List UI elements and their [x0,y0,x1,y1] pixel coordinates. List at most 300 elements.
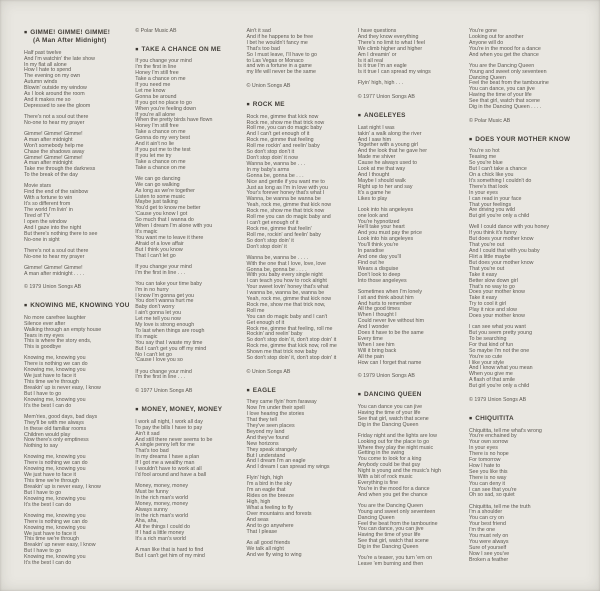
lyric-line: Rock me, gimme that feelin' [246,225,312,232]
song-title [247,101,356,108]
lyric-line: Mem'ries, good days, bad days [24,413,98,420]
lyric-line: Maybe I should walk [357,177,406,184]
lyric-line: You can dance, you can jive [469,86,535,93]
song-title-text: KNOWING ME, KNOWING YOU [30,302,130,310]
lyric-stanza [469,64,578,111]
lyric-line: This time we're through [24,379,79,386]
lyric-line: Over mountains and forests [246,510,312,517]
lyric-line: A man after midnight [24,160,73,167]
song-bullet-icon: ■ [135,406,139,413]
lyric-stanza [358,29,467,76]
lyric-line: Chiquitita, tell me the truth [469,503,531,510]
lyric-line: Money, money, money [135,500,189,507]
lyric-line: I'm a bird in the sky [246,481,292,488]
lyric-line: Dig in the Dancing Queen [357,421,419,428]
lyric-line: Honey I'm still free [135,123,179,130]
lyric-line: It's the best I can do [24,501,72,508]
lyric-line: Yeah, rock me, gimme that kick now [246,202,332,209]
lyric-line: I bet he wouldn't fancy me [246,39,308,46]
lyric-line: How can I forget that name [357,359,422,366]
lyric-line: On a chick like you [469,172,514,178]
lyric-line: But girl you're only a child [469,383,530,390]
lyric-line: If you change your mind [135,58,192,65]
lyric-line: Together with a young girl [357,142,419,149]
lyric-line: And I could that with you baby [469,248,540,255]
lyric-line: So don't stop doin' it, don't stop doin' it [246,355,337,362]
copyright-note: © 1977 Union Songs AB [135,388,193,395]
lyric-line: We can go walking [135,181,180,188]
lyric-line: It's the best I can do [24,560,72,567]
lyric-line: You're a teaser, you turn 'em on [357,555,433,562]
lyric-line: If you let me try [135,152,172,159]
lyric-line: I'm the first in line . . . [135,374,186,381]
lyric-line: 'Cause I love you so [135,357,183,364]
song-title-text: CHIQUITITA [475,415,514,422]
song-title [358,391,467,398]
lyric-line: If you think it's funny [469,230,517,237]
lyric-line: To pay the bills I have to pay [135,424,203,431]
song-bullet-icon: ■ [469,136,473,143]
lyric-line: You can cry on [469,515,504,522]
lyric-line: Movie stars [24,183,52,190]
lyric-line: Rock me, show me that trick now [246,119,325,126]
lyric-line: And to go anywhere [246,522,294,529]
lyric-line: I'm in no hurry [135,286,169,293]
lyric-line: That I please [246,528,278,535]
lyric-line: You can deny it [469,480,506,487]
lyric-line: I love hearing the stories [246,411,305,418]
lyric-stanza [24,51,133,110]
lyric-line: There is nothing we can do [24,361,88,368]
lyric-line: I like your style [469,359,505,366]
lyric-line: I can read in your face [469,195,522,202]
lyric-line: You can take your time baby [135,280,202,287]
lyric-line: A man like that is hard to find [135,547,204,554]
song-title [24,302,133,309]
lyric-line: Well I could dance with you honey [469,224,549,231]
lyric-line: Now there's only emptiness [24,437,89,444]
lyric-line: In these old familiar rooms [24,425,87,432]
lyric-line: This time we're through [24,478,79,485]
lyric-line: Baby don't worry [135,304,175,311]
lyric-line: The evening on my own [24,73,81,80]
lyric-stanza [469,325,578,390]
song-title [247,387,356,394]
lyric-line: No-one to hear my prayer [24,253,85,260]
lyric-line: I'm the first in line [135,64,177,71]
lyric-line: In my baby's arms [246,166,290,173]
lyric-stanza [247,476,356,535]
lyric-line: You were always [469,539,509,545]
lyric-line: Young and sweet only seventeen [357,508,436,515]
lyric-line: Let me tell you now [135,316,181,323]
lyric-stanza [24,316,133,351]
lyric-line: Gonna be, gonna be . . . [246,172,304,179]
lyric-line: If you need me [135,82,171,89]
lyrics-column-3 [247,29,356,591]
lyric-line: And if he happens to be free [246,33,314,40]
lyric-line: Depressed to see the gloom [24,102,91,109]
lyric-line: I'd fool around and have a ball [135,471,207,478]
lyric-line: I can't get enough of it [246,219,299,226]
lyric-line: You're so hot [469,148,500,155]
lyric-stanza [135,548,244,560]
lyric-line: And I dream I can spread my wings [246,464,330,471]
lyric-stanza [135,420,244,479]
lyric-line: And they know everything [357,33,419,40]
lyric-line: See you like this [469,468,508,475]
lyric-line: So don't stop doin' it, don't stop doin' it [246,337,337,344]
lyric-line: You are the Dancing Queen [469,62,535,69]
lyric-line: I open the window [24,218,67,225]
song-title [135,406,244,413]
lyric-line: You can dance you can jive [357,403,423,410]
lyric-line: See that girl, watch that scene [357,415,429,422]
lyric-line: Broken a feather [469,556,509,563]
lyric-line: Into those angeleyes [357,277,407,284]
song-bullet-icon: ■ [135,46,139,53]
lyric-line: There is no hope [469,451,509,458]
lyric-line: Walking through an empty house [24,326,102,333]
lyric-line: takin' a walk along the river [357,130,422,137]
lyric-line: The world I'm livin' in [24,207,73,213]
lyric-line: You can do magic baby and I can't [246,313,328,320]
lyric-line: Teasing me [469,154,497,161]
lyric-line: Knowing me, knowing you [24,524,86,531]
lyric-line: With you baby every single night [246,272,323,279]
lyric-stanza [247,400,356,471]
lyric-stanza [24,415,133,450]
lyric-line: Feel the beat from the tambourine [357,520,438,527]
lyric-line: My love is strong enough [135,322,195,329]
lyric-line: Your own sorrow [469,439,509,446]
lyric-stanza [358,208,467,285]
song-title [469,415,578,422]
copyright-note: © Polar Music AB [469,117,511,124]
lyric-line: They came flyin' from faraway [246,399,317,406]
lyric-line: And one day you'll [357,253,401,260]
lyric-line: Flyin' high, high . . . [357,80,404,87]
lyric-line: There is nothing we can do [24,460,88,467]
song-bullet-icon: ■ [357,391,362,398]
lyric-line: Autumn winds [24,79,58,86]
lyric-line: Silence ever after [24,320,66,327]
lyric-stanza [135,59,244,171]
lyric-line: Flirt a little maybe [469,253,511,260]
copyright-note: © 1977 Union Songs AB [357,94,415,101]
lyric-line: See that girl, watch that scene [357,538,429,545]
lyric-line: He'll take your heart [357,224,405,231]
lyric-line: Feel the beat from the tambourine [469,80,549,87]
lyric-line: Now I see you've [469,550,510,557]
lyric-line: Find the end of the rainbow [24,189,89,196]
lyric-line: We just have to face it [24,472,77,479]
lyric-line: And I dream I'm an eagle [246,458,306,465]
lyric-line: Look into his angeleyes [357,206,414,213]
lyric-line: Knowing me, knowing you [24,554,86,561]
lyric-line: Anyone will do [469,39,504,46]
lyric-line: Take it easy [469,295,497,302]
lyric-line: But girl you're only a child [469,213,530,220]
lyric-line: I can see that you're [469,486,517,493]
lyric-line: Get enough of it [246,319,285,326]
lyric-line: I'm an eagle that [246,487,286,494]
lyric-line: In your eyes [469,445,498,452]
lyric-line: For tomorrow [469,457,501,464]
copyright-note: © 1979 Union Songs AB [24,284,82,291]
lyric-line: Sometimes when I'm lonely [357,288,423,295]
lyric-line: You're hypnotized [357,218,400,225]
lyric-line: Night is young and the music's high [357,468,441,475]
lyric-line: Honey I'm still free [135,70,179,77]
lyric-line: Getting in the swing [357,450,405,457]
lyric-line: There's that look [469,183,508,190]
lyric-line: In my dreams I have a plan [135,454,200,461]
lyric-line: Knowing me, knowing you [24,495,86,502]
lyric-line: And hurts to remember [357,300,412,307]
lyric-line: And you must pay the price [357,230,422,237]
lyric-line: Take me through the darkness [24,166,96,173]
lyric-line: That your feelings [469,201,512,208]
lyric-line: Now I'm under their spell [246,405,305,412]
lyric-line: Oh so sad, so quiet [469,492,515,499]
lyric-line: Gimme! Gimme! Gimme! [24,154,83,161]
lyric-stanza [469,429,578,500]
lyric-line: That's no way to go [469,283,515,290]
song-title [24,29,133,44]
lyric-line: Dancing Queen [469,74,506,81]
lyric-line: How I hate to [469,462,501,469]
lyric-line: And I thought [357,172,390,178]
lyric-line: Having the time of your life [357,409,421,416]
lyric-line: To last when things are rough [135,327,205,334]
lyric-line: With the one that I love, love, love [246,260,326,267]
lyric-line: What a feeling to fly [246,505,294,511]
lyric-line: Your best friend [469,521,506,528]
lyric-line: Flyin' high, high [246,475,284,482]
lyric-line: I can teach you how to rock alright [246,278,327,285]
lyric-line: As all good friends [246,539,291,546]
lyric-line: So don't stop doin' it [246,237,294,244]
song-bullet-icon: ■ [24,302,28,309]
lyric-stanza [247,256,356,362]
lyric-line: Just as long as I'm in love with you [246,184,328,191]
lyric-stanza [358,290,467,367]
lyric-line: And when you get the chance [357,491,428,498]
lyric-stanza [24,514,133,567]
lyric-line: Gimme! Gimme! Gimme! [24,264,83,271]
lyric-line: To be searching [469,335,507,342]
lyric-stanza [247,541,356,559]
lyric-line: No-one to hear my prayer [24,119,85,126]
lyric-line: But I can't get him of my mind [135,553,205,560]
lyric-line: I wanna be, wanna be, wanna be [246,290,325,297]
lyric-line: If you change your mind [135,263,192,270]
lyric-line: You're so cute [469,353,503,360]
lyric-line: Made me shiver [357,154,396,161]
lyric-line: Knowing me, knowing you [24,367,86,374]
lyric-stanza [358,556,467,568]
lyric-line: And they've found [246,434,289,441]
lyric-line: So you're blue [469,160,503,167]
lyric-line: New horizons [246,440,279,447]
lyric-line: Take a chance on me [135,76,186,83]
lyric-line: Blowin' outside my window [24,85,87,92]
lyric-line: As long as we're together [135,187,195,194]
lyric-line: This is where the story ends, [24,338,92,345]
lyric-line: No I can't let go [135,351,172,358]
lyric-line: And it ain't no lie [135,141,174,148]
lyric-line: You come to look for a king [357,456,422,463]
lyric-line: Sure of yourself [469,544,507,551]
copyright-note: © Polar Music AB [135,28,177,34]
lyric-line: No-one in sight [24,236,60,243]
lyric-stanza [135,370,244,382]
lyric-line: There is no way [469,474,507,481]
lyric-line: Shown me that trick now baby [246,349,318,356]
lyric-line: Wanna, be wanna be wanna be [246,196,321,203]
lyric-line: That's too bad [246,45,280,52]
lyric-line: A flash of that smile [469,377,515,384]
lyric-line: Money, money, money [135,483,189,490]
lyric-line: That they tell [246,417,277,424]
lyric-line: You're enchained by [469,433,517,440]
lyric-line: But I can't take a chance [469,166,527,173]
lyric-line: There's no limit to what I feel [357,39,426,46]
lyric-line: Nothing to say [24,443,58,450]
lyrics-column-5 [469,29,578,591]
lyric-line: Gonna be, gonna be . . . . [246,266,307,273]
lyric-stanza [24,266,133,278]
lyric-line: Are driving you wild [469,207,515,214]
lyric-line: Gimme! Gimme! Gimme! [24,130,83,137]
lyric-line: Rock me, show me that trick now [246,208,325,215]
lyric-line: So much that I wanna do [135,217,194,224]
lyric-line: It's the best I can do [24,402,72,409]
song-title-text: ANGELEYES [364,112,406,120]
lyric-line: Nice and gentle if you want me to [246,178,325,185]
lyric-line: So I must leave, I'll have to go [246,51,317,58]
lyric-line: We just have to face it [24,530,77,537]
lyric-line: Knowing me, knowing you [24,512,86,519]
lyric-line: Don't stop doin' it [246,243,287,250]
lyric-line: Children would play [24,431,71,438]
lyric-stanza [24,249,133,261]
lyric-line: Play it nice and slow [469,307,517,314]
lyric-line: So maybe I'm not the one [469,347,530,354]
lyric-line: You're gone [469,28,497,34]
lyric-line: I'm the first in line . . . [135,269,186,276]
lyric-line: Try to cool it girl [469,301,507,308]
lyric-line: That's too bad [135,448,169,455]
lyric-line: When you're feeling down [135,105,197,112]
lyric-line: A man after midnight [24,136,73,143]
lyric-line: Does your mother know [469,289,525,296]
lyric-line: All the pain [357,353,384,360]
lyric-line: You can dance, you can jive [357,526,424,533]
lyric-line: If you're all alone [135,111,176,118]
lyric-line: For that kind of fun [469,341,514,348]
lyric-line: Chase the shadows away [24,148,85,155]
lyric-line: Is it true I can spread my wings [357,69,431,76]
lyric-line: It's a game he [357,189,391,196]
lyric-line: In paradise [357,248,384,255]
lyric-line: Having the time of your life [357,532,421,539]
song-bullet-icon: ■ [246,387,250,394]
lyrics-column-2 [135,29,244,591]
song-title [135,46,244,53]
lyric-line: Find out he [357,259,385,266]
lyric-line: We can go dancing [135,175,181,182]
lyric-line: As I look around the room [24,91,85,98]
song-bullet-icon: ■ [246,101,250,108]
lyric-line: And still there never seems to be [135,436,213,443]
lyric-line: Chiquitita, tell me what's wrong [469,427,542,434]
lyric-line: When I dream I'm alone with you [135,223,213,230]
copyright-note: © 1979 Union Songs AB [357,373,415,380]
lyric-stanza [135,282,244,365]
lyric-line: Breakin' up never easy, I know [24,542,96,549]
lyric-stanza [135,177,244,260]
lyric-line: Last night I was [357,124,395,131]
lyric-line: Look at me that way [357,166,406,173]
lyric-line: But I can't get you off my mind [135,345,207,352]
song-title [469,136,578,143]
song-bullet-icon: ■ [357,112,362,119]
lyric-line: In your eyes [469,189,498,196]
lyric-line: This time we're through [24,536,79,543]
lyric-line: In the rich man's world [135,494,189,501]
copyright-note: © Union Songs AB [246,83,291,90]
lyric-line: All the things I could do [135,524,191,531]
lyric-line: But I have to go [24,489,62,496]
lyric-line: Leave 'em burning and then [357,561,424,568]
lyric-line: Anybody could be that guy [357,462,421,469]
copyright-note: © 1979 Union Songs AB [469,397,527,404]
lyric-line: If you change your mind [135,368,192,375]
lyric-line: Better slow down girl [469,277,518,284]
lyric-line: When you give me [469,371,513,378]
lyric-line: Friday night and the lights are low [357,432,437,439]
lyric-line: Is it all real [357,57,384,64]
lyric-line: Could never live without him [357,318,424,325]
lyric-line: Won't somebody help me [24,142,84,149]
lyric-line: Tears in my eyes [24,332,64,339]
lyric-stanza [469,225,578,320]
lyric-line: Rock me, gimme that kick now [246,113,319,120]
lyric-line: With a bit of rock music [357,474,413,481]
lyric-line: There's not a soul out there [24,113,89,120]
lyric-line: one look and [357,212,389,219]
lyric-line: Dig in the Dancing Queen [357,544,419,551]
lyric-stanza [24,184,133,243]
lyric-line: Likes to play [357,195,388,202]
lyric-stanza [358,126,467,203]
lyric-line: And we fly wing to wing [246,551,302,558]
lyric-line: We just have to face it [24,373,77,380]
lyric-line: A man after midnight . . . . [24,270,85,277]
lyric-line: When the pretty birds have flown [135,117,213,124]
lyric-stanza [469,149,578,220]
lyric-line: Roll me, you can do magic baby [246,125,322,132]
lyric-line: When I thought I [357,312,397,319]
lyric-line: And seas [246,516,269,523]
lyric-line: But I have to go [24,390,62,397]
lyric-line: But I understand [246,452,286,459]
lyric-line: Breakin' up is never easy, I know [24,385,101,391]
lyric-line: Looking out for another [469,33,524,40]
lyric-line: Everything is fine [357,479,399,486]
